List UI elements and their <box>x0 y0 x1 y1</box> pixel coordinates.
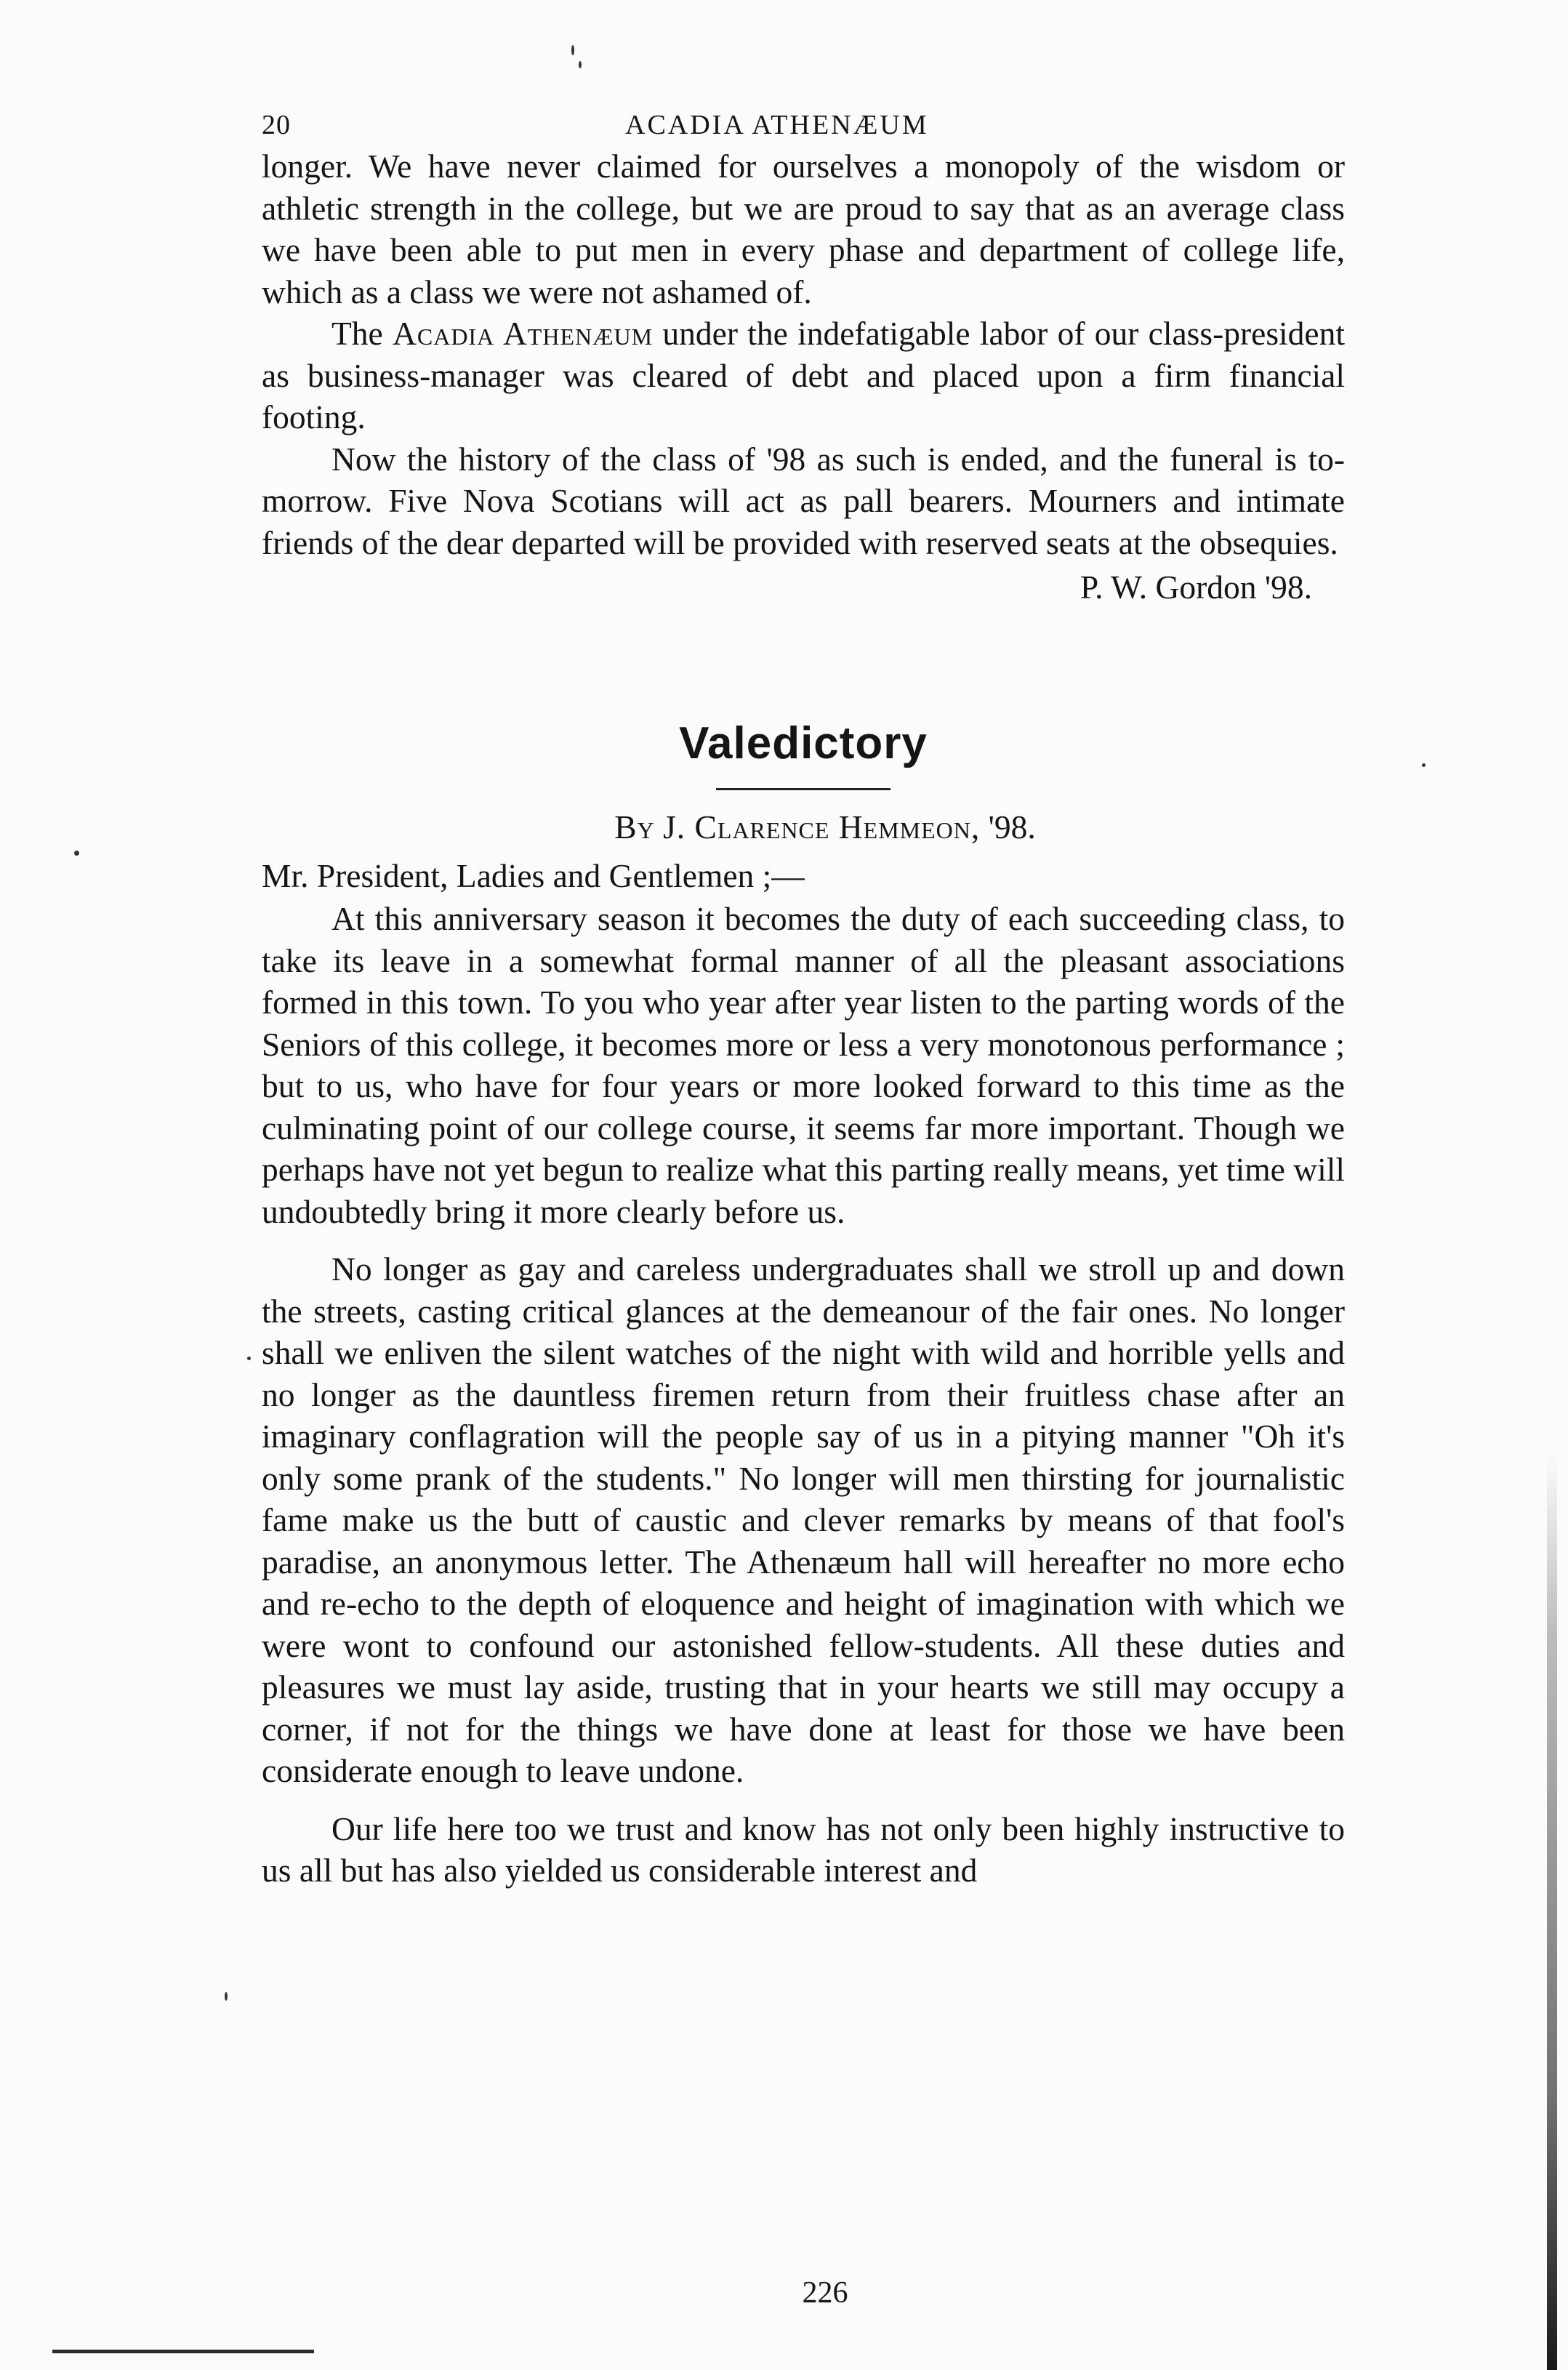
previous-article-paragraph: Now the history of the class of '98 as such is ended, and the funeral is to-morrow. Five Nova Scotians will act as pall bearers. Mourners and intimate friends of the dear departed will be provided with reserved seats at the obsequies. <box>262 440 1345 561</box>
page-edge-shadow <box>1547 1454 1557 2370</box>
running-head <box>262 95 1345 145</box>
article-title: Valedictory <box>679 718 928 768</box>
article-paragraph: No longer as gay and careless undergraduates shall we stroll up and down the streets, casting critical glances at the demeanour of the fair ones. No longer shall we enliven the silent watches of the night with wild and horrible yells and no longer as the dauntless firemen return from their fruitless chase after an imaginary conflagration will the people say of us in a pitying manner "Oh it's only some prank of the students." No longer will men thirsting for journalistic fame make us the butt of caustic and clever remarks by means of that fool's paradise, an anonymous letter. The Athenæum hall will hereafter no more echo and re-echo to the depth of eloquence and height of imagination with which we were wont to confound our astonished fellow-students. All these duties and pleasures we must lay aside, trusting that in your hearts we still may occupy a corner, if not for the things we have done at least for those we have been considerate enough to leave undone. <box>262 1250 1345 1789</box>
scan-speck-margin-2 <box>1422 763 1426 767</box>
paragraph-rest: under the indefatigable labor of our class-president as business-manager was cleared of debt and placed upon a firm financial footing. <box>262 315 1346 435</box>
byline-prefix: By <box>614 808 655 845</box>
book-page <box>262 95 1346 2310</box>
scan-speck-top-2 <box>579 61 582 68</box>
header-journal-title: ACADIA ATHENÆUM <box>625 110 929 140</box>
scan-speck-top <box>571 45 574 55</box>
byline-year: '98. <box>988 808 1036 845</box>
page-folio: 226 <box>802 2276 848 2310</box>
bottom-scan-rule <box>52 2350 314 2353</box>
article-paragraph: At this anniversary season it becomes the duty of each succeeding class, to take its leave in a somewhat formal manner of all the pleasant associations formed in this town. To you who year after year listen to the parting words of the Seniors of this college, it becomes more or less a very monotonous performance ; but to us, who have for four years or more looked forward to this time as the culminating point of our college course, it seems far more important. Though we perhaps have not yet begun to realize what this parting really means, yet time will undoubtedly bring it more clearly before us. <box>262 900 1345 1230</box>
previous-article-paragraph <box>262 313 1345 438</box>
previous-article-signature: P. W. Gordon '98. <box>1079 569 1312 606</box>
journal-name-smallcaps: Acadia Athenæum <box>393 315 654 352</box>
title-rule <box>716 788 890 790</box>
scan-speck-margin-4 <box>225 1992 228 2001</box>
scan-speck-margin-3 <box>247 1357 251 1360</box>
article-body <box>262 898 1345 1892</box>
previous-article-paragraph: longer. We have never claimed for ourselves a monopoly of the wisdom or athletic strength in the college, but we are proud to say that as an average class we have been able to put men in every phase and department of college life, which as a class we were not ashamed of. <box>262 148 1345 310</box>
previous-article-body <box>262 145 1345 563</box>
byline-author: J. Clarence Hemmeon, <box>663 808 981 845</box>
header-page-number: 20 <box>262 110 291 140</box>
paragraph-lead: The <box>331 315 383 352</box>
article-byline <box>262 808 1345 846</box>
article-salutation: Mr. President, Ladies and Gentlemen ;— <box>262 856 805 894</box>
scan-speck-margin <box>74 851 79 856</box>
article-paragraph: Our life here too we trust and know has not only been highly instructive to us all but has also yielded us considerable interest and <box>262 1809 1345 1889</box>
